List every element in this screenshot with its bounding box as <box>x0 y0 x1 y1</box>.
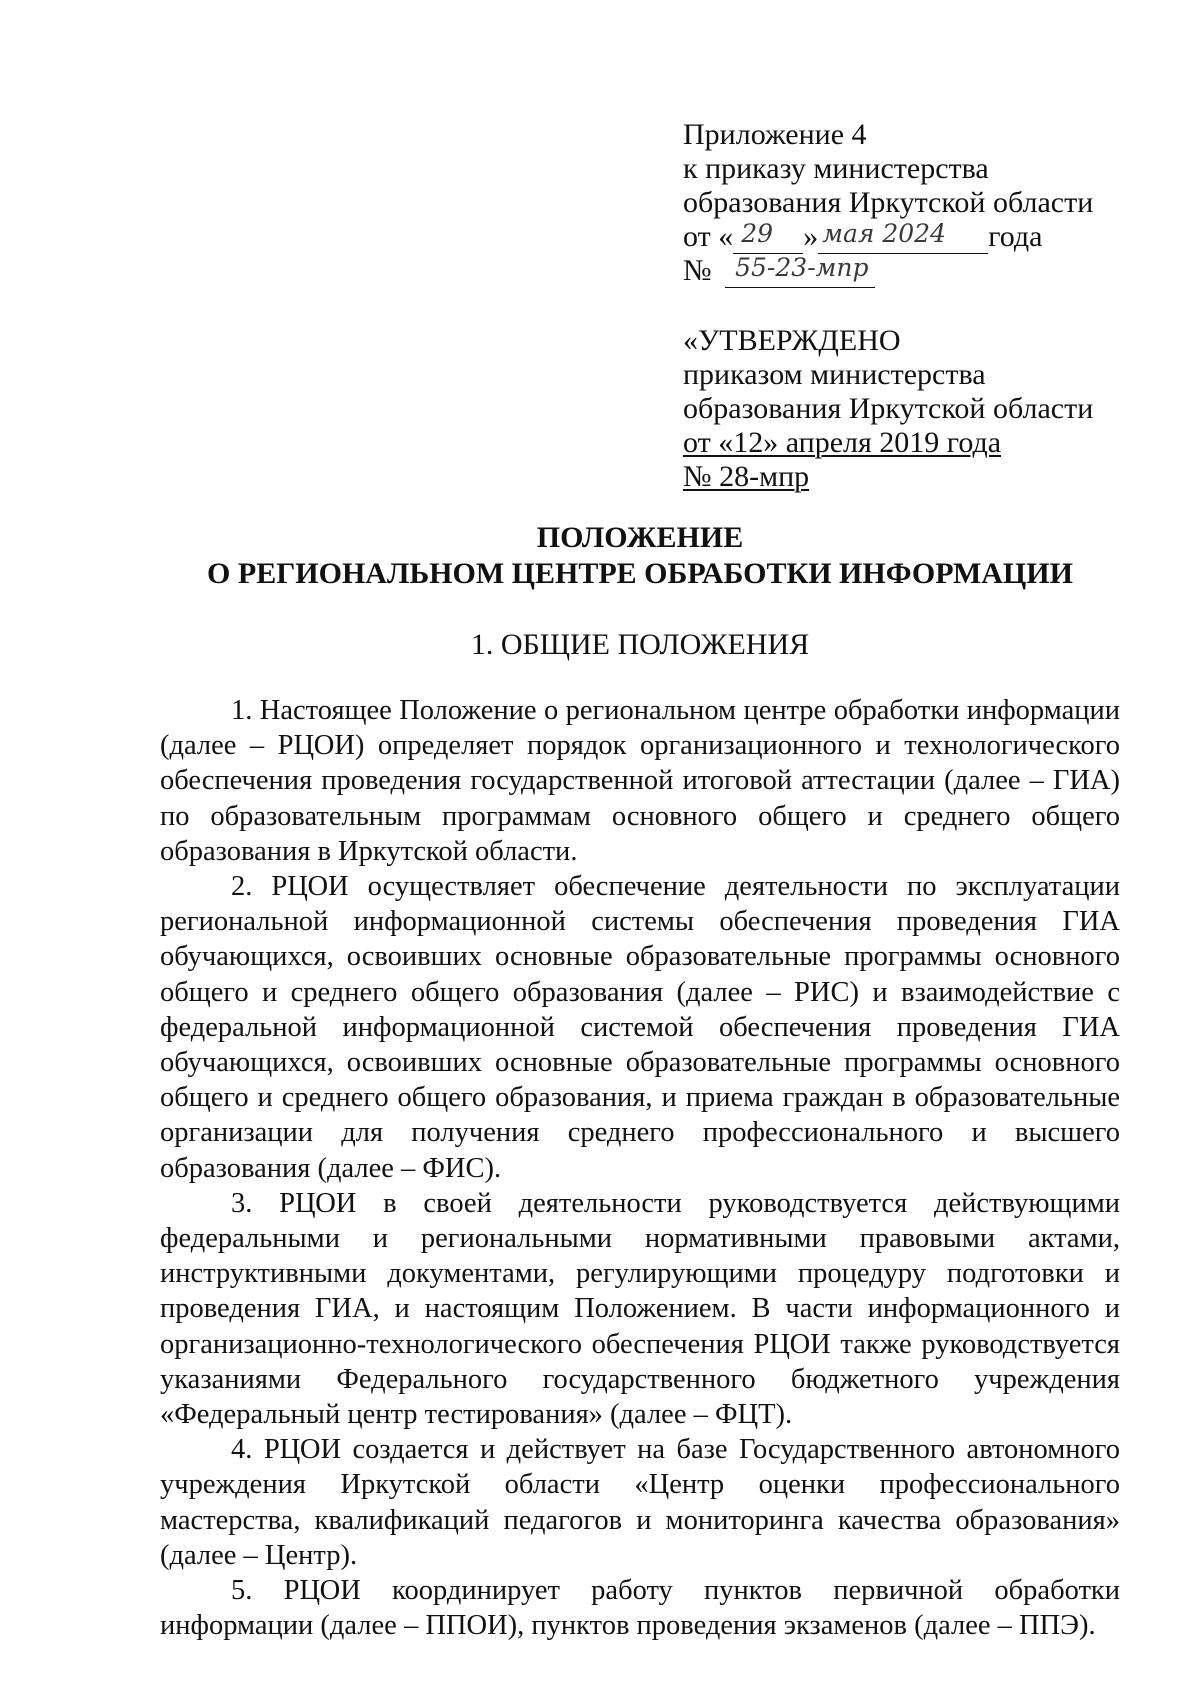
document-title <box>160 520 1120 592</box>
appendix-date-line <box>683 220 1123 254</box>
title-line-1: ПОЛОЖЕНИЕ <box>536 521 744 554</box>
date-prefix: от « <box>683 220 734 253</box>
section-heading: 1. ОБЩИЕ ПОЛОЖЕНИЯ <box>470 628 810 661</box>
appendix-number-line <box>683 254 1123 288</box>
approved-line-2: приказом министерства <box>683 358 986 391</box>
date-suffix: года <box>988 220 1043 253</box>
number-prefix: № <box>683 254 712 287</box>
paragraph-3: 3. РЦОИ в своей деятельности руководствуется действующими федеральными и региональными нормативными правовыми актами, инструктивными документами, регулирующими процедуру подготовки и проведения ГИА, и настоящим Положением. В части информационного и организационно-технологического обеспечения РЦОИ также руководствуется указаниями Федерального государственного бюджетного учреждения «Федеральный центр тестирования» (далее – ФЦТ). <box>160 1187 1120 1431</box>
approved-number: № 28-мпр <box>683 460 810 493</box>
paragraph-5: 5. РЦОИ координирует работу пунктов первичной обработки информации (далее – ППОИ), пунктов проведения экзаменов (далее – ППЭ). <box>160 1575 1120 1642</box>
appendix-line-1: Приложение 4 <box>683 118 867 151</box>
date-month-handwritten: мая 2024 <box>822 219 946 248</box>
title-line-2: О РЕГИОНАЛЬНОМ ЦЕНТРЕ ОБРАБОТКИ ИНФОРМАЦИИ <box>207 557 1073 590</box>
approved-line-1: «УТВЕРЖДЕНО <box>683 324 901 357</box>
paragraph-2: 2. РЦОИ осуществляет обеспечение деятельности по эксплуатации региональной информационной системы обеспечения проведения ГИА обучающихся, освоивших основные образовательные программы основного общего и среднего общего образования (далее – РИС) и взаимодействие с федеральной информационной системой обеспечения проведения ГИА обучающихся, освоивших основные образовательные программы основного общего и среднего общего образования, и приема граждан в образовательные организации для получения среднего профессионального и высшего образования (далее – ФИС). <box>160 871 1120 1184</box>
paragraph-4: 4. РЦОИ создается и действует на базе Государственного автономного учреждения Иркутской области «Центр оценки профессионального мастерства, квалификаций педагогов и мониторинга качества образования» (далее – Центр). <box>160 1434 1120 1571</box>
date-mid: » <box>803 220 819 253</box>
appendix-header <box>683 118 1123 288</box>
appendix-line-3: образования Иркутской области <box>683 186 1094 219</box>
approved-date: от «12» апреля 2019 года <box>683 426 1002 459</box>
paragraph-1: 1. Настоящее Положение о региональном центре обработки информации (далее – РЦОИ) определяет порядок организационного и технологического обеспечения проведения государственной итоговой аттестации (далее – ГИА) по образовательным программам основного общего и среднего общего образования в Иркутской области. <box>160 695 1120 867</box>
appendix-line-2: к приказу министерства <box>683 152 989 185</box>
approved-header <box>683 324 1123 494</box>
number-handwritten: 55-23-мпр <box>735 253 869 282</box>
date-day-blank <box>733 219 803 254</box>
date-day-handwritten: 29 <box>741 219 774 248</box>
document-body <box>160 693 1120 1643</box>
date-month-blank <box>818 219 988 254</box>
approved-line-3: образования Иркутской области <box>683 392 1094 425</box>
number-blank <box>725 253 875 288</box>
